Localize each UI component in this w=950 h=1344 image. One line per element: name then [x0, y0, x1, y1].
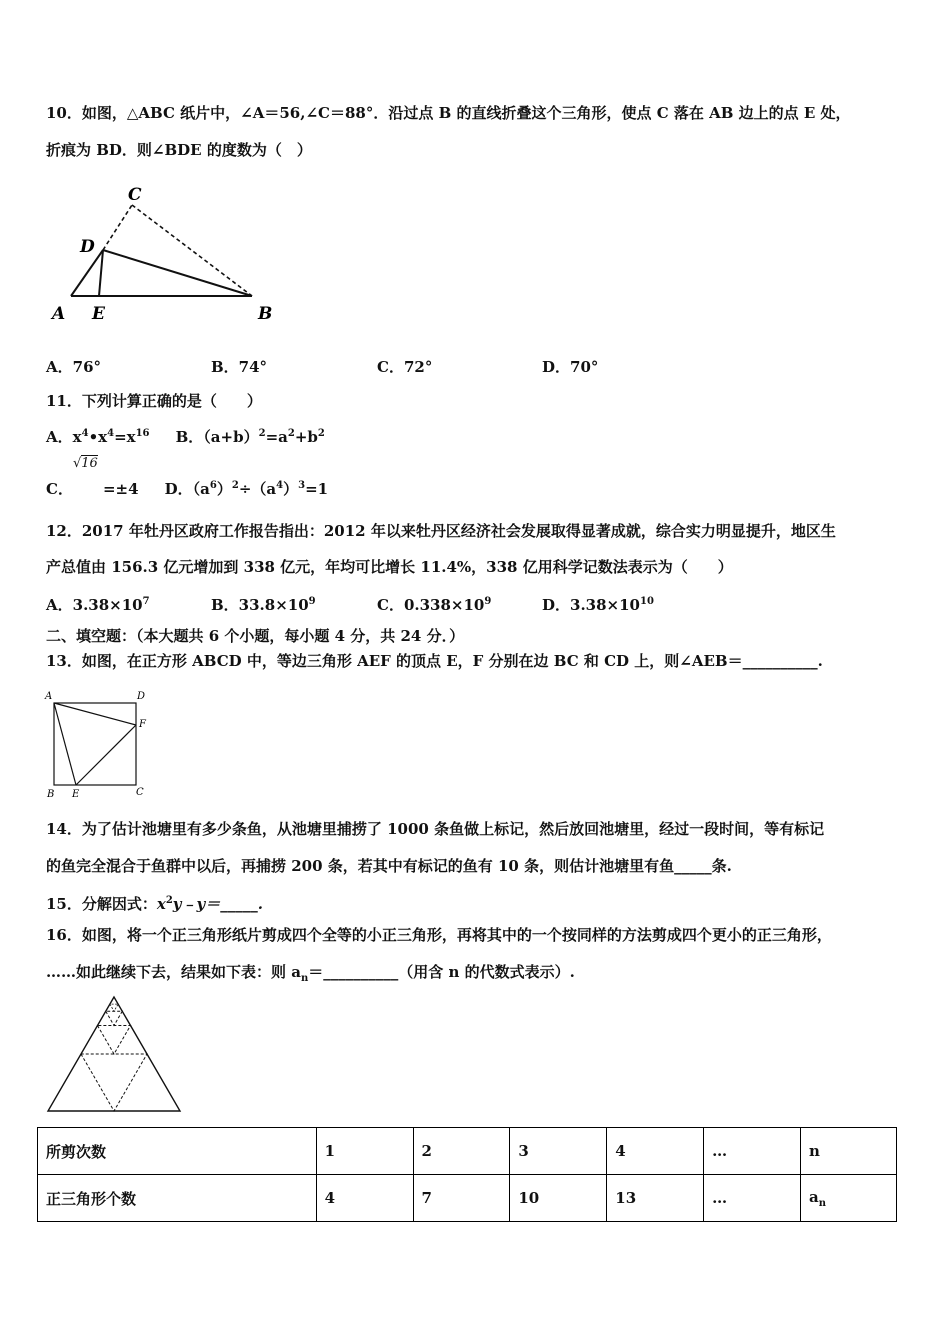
table-cell: … — [704, 1128, 801, 1175]
sqrt-symbol: √16 — [72, 456, 98, 471]
sqrt-radicand: 16 — [81, 456, 98, 471]
table-cell: 正三角形个数 — [38, 1175, 317, 1222]
q10-label-a: A — [52, 304, 66, 324]
q15-text: 15．分解因式：$x^2y﹣y=\_\_\_\_\_$. — [46, 895, 263, 913]
q10-option-d: D．70° — [542, 358, 599, 376]
q16-table — [37, 1127, 897, 1222]
table-cell: 13 — [607, 1175, 704, 1222]
q14-line2: 的鱼完全混合于鱼群中以后，再捕捞 200 条，若其中有标记的鱼有 10 条，则估计池塘里有鱼_____条. — [46, 857, 732, 875]
q10-label-b: B — [258, 304, 273, 324]
q12-line1: 12．2017 年牡丹区政府工作报告指出：2012 年以来牡丹区经济社会发展取得显著成就，综合实力明显提升，地区生 — [46, 522, 836, 540]
q11-stem: 11．下列计算正确的是（ ） — [46, 392, 262, 410]
q11-option-c: C． √16 =±4 — [46, 456, 139, 498]
q13-label-e: E — [72, 789, 80, 800]
q11-option-d: D．$(a^6)^2\div(a^4)^3=1$ — [164, 480, 329, 498]
q12-option-c: C．$0.338\times 10^9$ — [377, 596, 492, 614]
table-cell: 4 — [316, 1175, 413, 1222]
table-cell: … — [704, 1175, 801, 1222]
q10-option-c: C．72° — [377, 358, 433, 376]
q16-line1: 16．如图，将一个正三角形纸片剪成四个全等的小正三角形，再将其中的一个按同样的方法剪成四个更小的正三角形， — [46, 926, 832, 944]
table-cell: 所剪次数 — [38, 1128, 317, 1175]
table-row — [38, 1175, 897, 1222]
q10-label-e: E — [92, 304, 105, 324]
q13-label-a: A — [45, 691, 53, 702]
q13-label-b: B — [47, 789, 55, 800]
q13-text: 13．如图，在正方形 ABCD 中，等边三角形 AEF 的顶点 E，F 分别在边 BC 和 CD 上，则∠AEB＝__________. — [46, 652, 823, 670]
q11-option-b: B．$(a+b)^2=a^2+b^2$ — [175, 428, 325, 446]
q11-options-ab — [46, 424, 325, 447]
q12-option-d: D．$3.38\times 10^{10}$ — [542, 596, 654, 614]
q14-line1: 14．为了估计池塘里有多少条鱼，从池塘里捕捞了 1000 条鱼做上标记，然后放回池塘里，经过一段时间，等有标记 — [46, 820, 825, 838]
table-cell: 3 — [510, 1128, 607, 1175]
q13-label-d: D — [137, 691, 146, 702]
q11-options-cd — [46, 456, 329, 499]
table-cell: 7 — [413, 1175, 510, 1222]
q11-option-a: A．$x^4•x^4=x^{16}$ — [46, 428, 150, 446]
q12-option-a: A．$3.38\times 10^7$ — [46, 596, 150, 614]
table-row — [38, 1128, 897, 1175]
section2-heading: 二、填空题：（本大题共 6 个小题，每小题 4 分，共 24 分．） — [46, 627, 465, 645]
q10-option-b: B．74° — [211, 358, 268, 376]
q13-label-c: C — [136, 787, 144, 798]
q13-label-f: F — [139, 719, 146, 730]
table-cell: 4 — [607, 1128, 704, 1175]
q12-option-b: B．$33.8\times 10^9$ — [211, 596, 316, 614]
q12-line2: 产总值由 156.3 亿元增加到 338 亿元，年均可比增长 11.4%，338 亿用科学记数法表示为（ ） — [46, 558, 733, 576]
q10-line2: 折痕为 BD．则∠BDE 的度数为（ ） — [46, 141, 312, 159]
q10-label-c: C — [128, 185, 142, 205]
q10-line1: 10．如图，△ABC 纸片中，∠A＝56,∠C＝88°．沿过点 B 的直线折叠这个三角形，使点 C 落在 AB 边上的点 E 处， — [46, 104, 851, 122]
table-cell: n — [801, 1128, 897, 1175]
table-cell: 10 — [510, 1175, 607, 1222]
q10-option-a: A．76° — [46, 358, 102, 376]
q10-label-d: D — [80, 237, 95, 257]
table-cell: $a_n$ — [801, 1175, 897, 1222]
q16-line2: ……如此继续下去，结果如下表：则 $a_n=\_\_\_\_\_\_\_\_\_\_$（用含 n 的代数式表示）. — [46, 963, 575, 984]
q10-figure — [46, 180, 286, 330]
q16-figure — [44, 993, 184, 1115]
table-cell: 2 — [413, 1128, 510, 1175]
q13-figure — [44, 688, 164, 803]
table-cell: 1 — [316, 1128, 413, 1175]
